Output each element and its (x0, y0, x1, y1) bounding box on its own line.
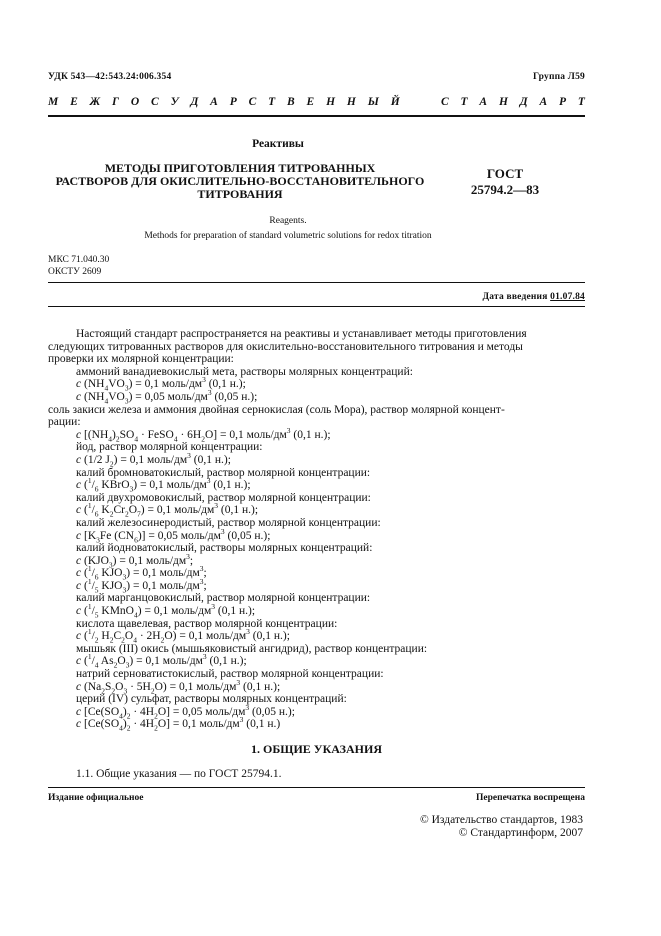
formula-line: c ($^1/_6$ KBrO$_3$) = 0,1 моль/$дм^3$ (0,1 н.); (76, 476, 251, 494)
banner-letter: Т (268, 96, 276, 108)
gost-number: 25794.2—83 (470, 182, 540, 197)
item-line: соль закиси железа и аммония двойная сернокислая (соль Мора), раствор молярной концент- (48, 403, 505, 416)
formula-line: c ($^1/_4$ $As_2O_3) = 0,1$ моль/$дм^3$ (0,1 н.); (76, 652, 247, 670)
formula-line: c $(KJO_3) = 0,1$ моль/$дм^3$; (76, 551, 194, 569)
interstate-standard-banner (48, 96, 585, 108)
intro-date-label: Дата введения (482, 292, 548, 302)
banner-letter: Е (306, 96, 315, 108)
intro-line-2: следующих титрованных растворов для окислительно-восстановительного титрования и методы (48, 340, 523, 353)
item-line: натрий серноватистокислый, раствор молярной концентрации: (76, 668, 384, 681)
banner-letter: Д (190, 96, 199, 108)
intro-date-value: 01.07.84 (550, 292, 585, 302)
banner-letter: Т (577, 96, 585, 108)
formula-line: c ($^1/_5$ KMnO$_4$) = 0,1 моль/$дм^3$ (0,1 н.); (76, 602, 256, 620)
banner-letter: Т (460, 96, 468, 108)
title-line-1: МЕТОДЫ ПРИГОТОВЛЕНИЯ ТИТРОВАННЫХ (104, 161, 376, 175)
gost-designation (450, 166, 560, 198)
codes-rule (48, 282, 585, 283)
formula-line: c $[Ce(SO_4)_2 \cdot 4H_2O] = 0,1$ моль/$дм^3$ (0,1 н.) (76, 715, 281, 733)
formula-line: c $(NH_4VO_3) = 0,1$ моль/$дм^3$ (0,1 н.); (76, 375, 246, 393)
document-title (48, 162, 432, 201)
intro-line-3: проверки их молярной концентрации: (48, 353, 234, 366)
item-line: аммоний ванадиевокислый мета, растворы молярных концентраций: (76, 365, 413, 378)
intro-line-1: Настоящий стандарт распространяется на реактивы и устанавливает методы приготовления (76, 328, 527, 340)
banner-letter: Н (346, 96, 356, 108)
group-code: Группа Л59 (532, 72, 585, 82)
header-rule (48, 115, 585, 117)
formula-line: c ($^1/_2$ $H_2C_2O_4 \cdot 2H_2O) = 0,1$ моль/$дм^3$ (0,1 н.); (76, 627, 290, 645)
banner-letter: Е (70, 96, 78, 108)
banner-letter: А (210, 96, 218, 108)
banner-letter: Р (229, 96, 237, 108)
formula-line: c [$(NH_4)_2SO_4$ · FeSO$_4$ · $6H_2O] = 0,1$ моль/$дм^3$ (0,1 н.); (76, 425, 331, 444)
mks-code: МКС 71.040.30 (48, 255, 110, 265)
banner-letter: А (539, 96, 548, 108)
item-line: мышьяк (III) окись (мышьяковистый ангидрид), раствор концентрации: (76, 642, 428, 655)
english-title: Methods for preparation of standard volumetric solutions for redox titration (144, 231, 432, 241)
section-heading: 1. ОБЩИЕ УКАЗАНИЯ (251, 742, 382, 756)
footer-rule (48, 787, 585, 788)
category-label: Реактивы (252, 138, 304, 150)
item-line: калий бромноватокислый, раствор молярной концентрации: (76, 466, 371, 479)
banner-letter: А (479, 96, 488, 108)
banner-letter: В (287, 96, 295, 108)
section-paragraph: 1.1. Общие указания — по ГОСТ 25794.1. (76, 768, 282, 780)
banner-letter: Р (559, 96, 567, 108)
banner-letter: Ы (367, 96, 379, 108)
item-line: калий марганцовокислый, раствор молярной концентрации: (76, 592, 371, 605)
udc-code: УДК 543—42:543.24:006.354 (48, 72, 172, 82)
official-edition: Издание официальное (48, 793, 144, 803)
okstu-code: ОКСТУ 2609 (48, 267, 102, 277)
formula-line: c ($^1/_6$ $KJO_3) = 0,1$ моль/$дм^3$; (76, 564, 207, 582)
formula-line: c $[Ce(SO_4)_2 \cdot 4H_2O] = 0,05$ моль/$дм^3$ (0,05 н.); (76, 702, 295, 721)
banner-letter: О (130, 96, 140, 108)
item-line: калий железосинеродистый, раствор молярной концентрации: (76, 516, 381, 529)
banner-letter: М (48, 96, 59, 108)
formula-line: c (1/2 $J_2) = 0,1$ моль/$дм^3$ (0,1 н.); (76, 451, 231, 469)
banner-letter: Г (112, 96, 119, 108)
english-category: Reagents. (269, 216, 307, 226)
banner-letter: Н (498, 96, 508, 108)
banner-letter: С (248, 96, 257, 108)
banner-letter: Й (390, 96, 400, 108)
banner-letter: Н (326, 96, 336, 108)
banner-letter: Ж (89, 96, 101, 108)
copyright (420, 814, 583, 840)
formula-line: c $(NH_4VO_3) = 0,05$ моль/$дм^3$ (0,05 н.); (76, 388, 258, 406)
formula-line: c $(Na_2S_2O_3 \cdot 5H_2O) = 0,1$ моль/$дм^3$ (0,1 н.); (76, 677, 281, 695)
body-text (48, 328, 585, 731)
title-line-2: РАСТВОРОВ ДЛЯ ОКИСЛИТЕЛЬНО-ВОССТАНОВИТЕЛЬНОГО (55, 174, 425, 188)
banner-letter: У (170, 96, 179, 108)
formula-line: c ($^1/_6$ $K_2Cr_2O_7) = 0,1$ моль/$дм^3$ (0,1 н.); (76, 501, 259, 519)
banner-letter: С (440, 96, 449, 108)
intro-date (483, 292, 585, 302)
date-rule (48, 306, 585, 307)
formula-line: c ($^1/_5$ $KJO_3) = 0,1$ моль/$дм^3$; (76, 577, 207, 595)
banner-letter: С (151, 96, 159, 108)
item-line: йод, раствор молярной концентрации: (76, 441, 263, 454)
copyright-line-1: © Издательство стандартов, 1983 (419, 814, 583, 826)
copyright-line-2: © Стандартинформ, 2007 (458, 827, 583, 839)
item-line: рации: (48, 416, 81, 429)
title-line-3: ТИТРОВАНИЯ (197, 187, 283, 201)
reprint-notice: Перепечатка воспрещена (475, 793, 585, 803)
banner-letter (426, 96, 429, 108)
item-line: калий йодноватокислый, растворы молярных концентраций: (76, 542, 373, 555)
item-line: церий (IV) сульфат, растворы молярных концентраций: (76, 693, 347, 706)
banner-letter: Д (519, 96, 528, 108)
item-line: калий двухромовокислый, раствор молярной концентрации: (76, 491, 371, 504)
gost-label: ГОСТ (486, 166, 524, 181)
formula-line: c [$K_3Fe$ $(CN_6)] = 0,05$ моль/$дм^3$ (0,05 н.); (76, 526, 271, 544)
banner-letter (412, 96, 415, 108)
item-line: кислота щавелевая, раствор молярной концентрации: (76, 617, 338, 630)
